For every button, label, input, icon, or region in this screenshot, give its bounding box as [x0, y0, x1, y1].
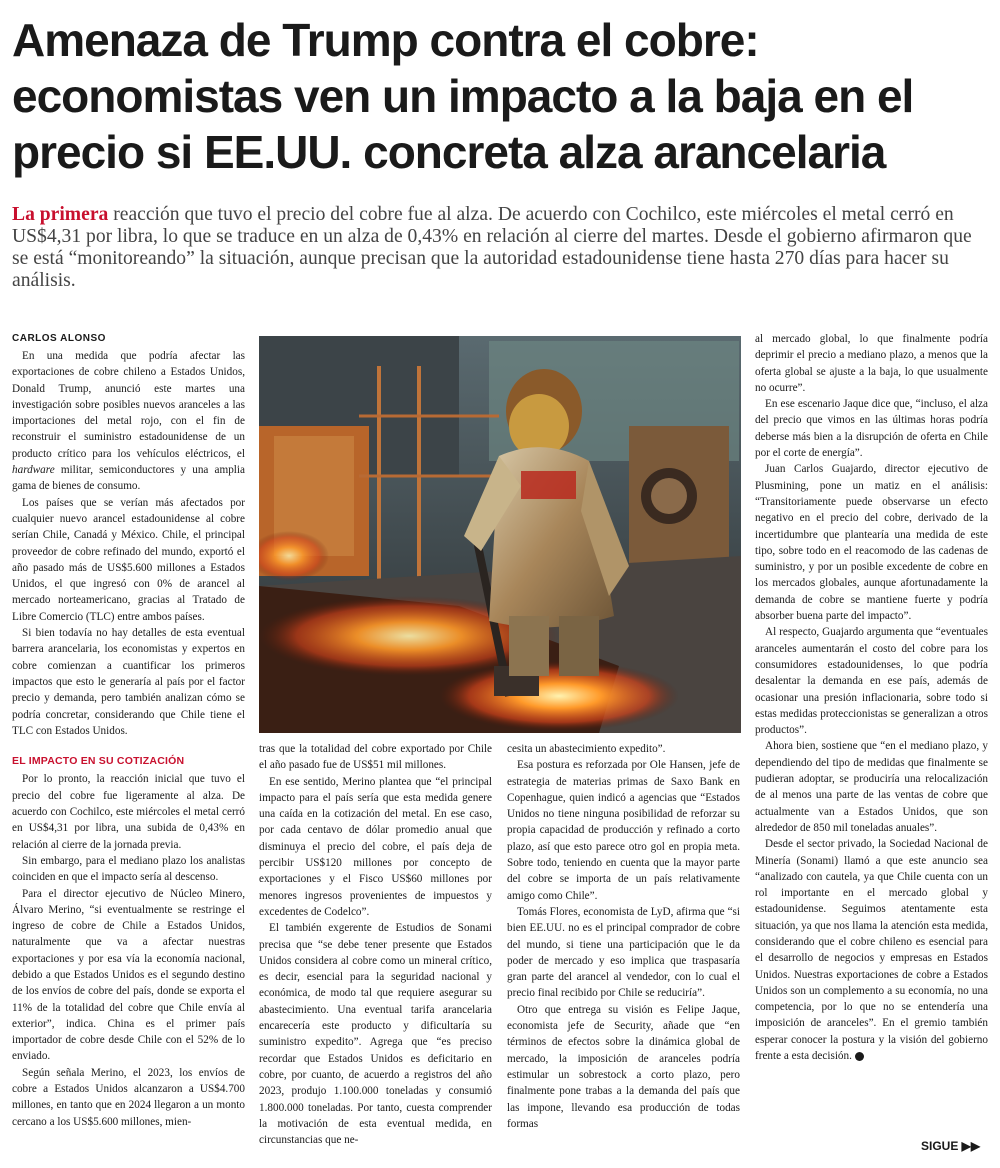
- col1-paragraph-3: Si bien todavía no hay detalles de esta eventual barrera arancelaria, los economistas y expertos en cobre comienzan a cuantificar los primeros impactos que esto le generaría al país por el factor precio y demanda, pero también analizan cómo se podría concretar, considerando que Chile tiene el TLC con Estados Unidos.: [12, 627, 245, 737]
- headline-line-2: economistas ven un impacto a la baja en el: [12, 70, 914, 122]
- col4-paragraph-3: Juan Carlos Guajardo, director ejecutivo de Plusmining, pone un matiz en el análisis: “Transitoriamente puede observarse un efecto negativo en el precio del cobre, derivado de la incertidumbre que plantearía una medida de este tipo, sobre todo en el reacomodo de las cadenas de suministro, y por un posible excedente de cobre en los mercados globales, aunque afortunadamente la demanda de cobre se mantiene fuerte y podría absorber buena parte del impacto”.: [755, 463, 988, 623]
- col1-paragraph-5: Sin embargo, para el mediano plazo los analistas coinciden en que el impacto sería al descenso.: [12, 854, 245, 884]
- col1-paragraph-1: En una medida que podría afectar las exportaciones de cobre chileno a Estados Unidos, Donald Trump, anunció este martes una investigación sobre posibles nuevos aranceles a las importaciones del metal rojo, con el fin de reconstruir el suministro estadounidense de un producto crítico para los vehículos eléctricos, el hardware militar, semiconductores y una amplia gama de bienes de consumo.: [12, 350, 245, 493]
- col1-paragraph-4: Por lo pronto, la reacción inicial que tuvo el precio del cobre fue ligeramente al alza. De acuerdo con Cochilco, este miércoles el metal cerró en US$4,31 por libra, una subida de 0,43% en relación al cierre de la jornada previa.: [12, 773, 245, 851]
- lead-first-words: La primera: [12, 204, 109, 225]
- headline: [12, 12, 988, 180]
- lead-paragraph: [12, 204, 987, 292]
- col3-paragraph-1: cesita un abastecimiento expedito”.: [507, 743, 666, 755]
- foundry-worker-image: [259, 336, 741, 733]
- col2-paragraph-3: El también exgerente de Estudios de Sonami precisa que “se debe tener presente que Estados Unidos considera al cobre como un mineral crítico, es decir, esencial para la seguridad nacional y económica, de modo tal que requiere asegurar su abastecimiento. Una eventual tarifa arancelaria encarecería este producto y dificultaría su suministro expedito”. Agrega que “es preciso recordar que Estados Unidos es deficitario en cobre, por cuanto, de acuerdo a registros del año 2023, produjo 1.100.000 toneladas y consumió 1.800.000 toneladas. Por tanto, cuesta comprender la motivación de esta eventual medida, en circunstancias que ne-: [259, 922, 492, 1147]
- col4-paragraph-6: Desde el sector privado, la Sociedad Nacional de Minería (Sonami) llamó a que este anuncio sea “analizado con cautela, ya que Chile cuenta con un rol importante en el mercado global y estadounidense. Seguimos atentamente esta situación, ya que nos llama la atención esta medida, considerando que el cobre chileno es esencial para el desarrollo de negocios y empresas en Estados Unidos. Nuestras exportaciones de cobre a Estados Unidos son un complemento a su economía, no una competencia, por lo que no se entendería una imposición de aranceles”. En el gremio también esperar conocer la postura y la visión del gobierno frente a esta decisión.: [755, 838, 988, 1063]
- col3-paragraph-4: Otro que entrega su visión es Felipe Jaque, economista jefe de Security, añade que “en términos de efectos sobre la dinámica global de mercado, la imposición de aranceles podría estimular un sobrestock a corto plazo, pero finalmente pone trabas a la demanda del país que las impone, llevando esa producción de todas formas: [507, 1003, 740, 1130]
- col1-paragraph-7: Según señala Merino, el 2023, los envíos de cobre a Estados Unidos alcanzaron a US$4.700 millones, en tanto que en 2024 llegaron a un monto cercano a los US$5.600 millones, mien-: [12, 1066, 245, 1128]
- col1-paragraph-6: Para el director ejecutivo de Núcleo Minero, Álvaro Merino, “si eventualmente se restringe el ingreso de cobre de Chile a Estados Unidos, naturalmente que va a afectar nuestras exportaciones y por esa vía la economía nacional, debido a que Estados Unidos es el segundo destino de los envíos de cobre del país, donde se exporta el 11% de la totalidad del cobre que Chile envía al exterior”, indica. China es el primer país importador de cobre desde Chile con el 52% de lo enviado.: [12, 887, 245, 1063]
- col1-paragraph-2: Los países que se verían más afectados por cualquier nuevo arancel estadounidense al cobre serían Chile, Canadá y México. Chile, el principal proveedor de cobre refinado del mundo, exportó el año pasado más de US$5.600 millones a Estados Unidos, el que ingresó con 0% de arancel al mercado norteamericano, gracias al Tratado de Libre Comercio (TLC) entre ambos países.: [12, 496, 245, 623]
- column-4: [755, 331, 988, 1064]
- col4-paragraph-2: En ese escenario Jaque dice que, “incluso, el alza del precio que vimos en las últimas horas podría deberse más bien a la disrupción de oferta en Chile por el corte de energía”.: [755, 398, 988, 460]
- col4-paragraph-5: Ahora bien, sostiene que “en el mediano plazo, y dependiendo del tipo de medidas que finalmente se pudieran adoptar, se produciría una relocalización de al menos una parte de las ventas de cobre que actualmente van a Estados Unidos, que son alrededor de 850 mil toneladas anuales”.: [755, 740, 988, 834]
- col2-paragraph-2: En ese sentido, Merino plantea que “el principal impacto para el país sería que esta medida genere una caída en la cotización del metal. En ese caso, por cada centavo de dólar promedio anual que disminuya el precio del cobre, el país deja de percibir US$120 millones por concepto de exportaciones y el Fisco US$60 millones por menores ingresos provenientes de impuestos y excedentes de Codelco”.: [259, 775, 492, 918]
- col3-paragraph-2: Esa postura es reforzada por Ole Hansen, jefe de estrategia de materias primas de Saxo Bank en Copenhague, quien indicó a agencias que “Estados Unidos no tiene ninguna posibilidad de reforzar su propia capacidad de producción y refinado a corto plazo, así que esto parece otro gol en propia meta. Sobre todo, teniendo en cuenta que la mayor parte del cobre se importa de un país relativamente amigo como Chile”.: [507, 759, 740, 902]
- column-2: [259, 741, 492, 1148]
- headline-line-3: precio si EE.UU. concreta alza arancelaria: [12, 126, 886, 178]
- byline: CARLOS ALONSO: [12, 333, 106, 344]
- column-3: [507, 741, 740, 1132]
- column-1: [12, 348, 245, 1130]
- foundry-photo: [259, 336, 741, 733]
- continue-label: SIGUE ▶▶: [921, 1139, 981, 1153]
- section-subhead: EL IMPACTO EN SU COTIZACIÓN: [12, 755, 185, 768]
- col4-paragraph-1: al mercado global, lo que finalmente podría deprimir el precio a mediano plazo, a menos que la oferta global se ajuste a la baja, lo que usualmente no ocurre”.: [755, 333, 988, 394]
- lead-text: reacción que tuvo el precio del cobre fue al alza. De acuerdo con Cochilco, este miércoles el metal cerró en US$4,31 por libra, lo que se traduce en un alza de 0,43% en relación al cierre del martes. Desde el gobierno afirmaron que se está “monitoreando” la situación, aunque precisan que la autoridad estadounidense tiene hasta 270 días para hacer su análisis.: [12, 204, 972, 291]
- col3-paragraph-3: Tomás Flores, economista de LyD, afirma que “si bien EE.UU. no es el principal comprador de cobre del mundo, si tiene una participación que le da poder de mercado y eso implica que traspasaría gran parte del arancel al vendedor, con lo cual el precio final recibido por Chile se reduciría”.: [507, 905, 740, 1000]
- hardware-italic: hardware: [12, 464, 55, 477]
- end-mark-icon: [855, 1052, 864, 1061]
- headline-line-1: Amenaza de Trump contra el cobre:: [12, 14, 759, 66]
- col4-paragraph-4: Al respecto, Guajardo argumenta que “eventuales aranceles aumentarán el costo del cobre para los consumidores estadounidenses, lo que podría desalentar la demanda en ese país, además de ocasionar una presión inflacionaria, sobre todo si estas medidas proteccionistas se generalizan a otros productos”.: [755, 626, 988, 737]
- col2-paragraph-1: tras que la totalidad del cobre exportado por Chile el año pasado fue de US$51 mil millones.: [259, 743, 492, 772]
